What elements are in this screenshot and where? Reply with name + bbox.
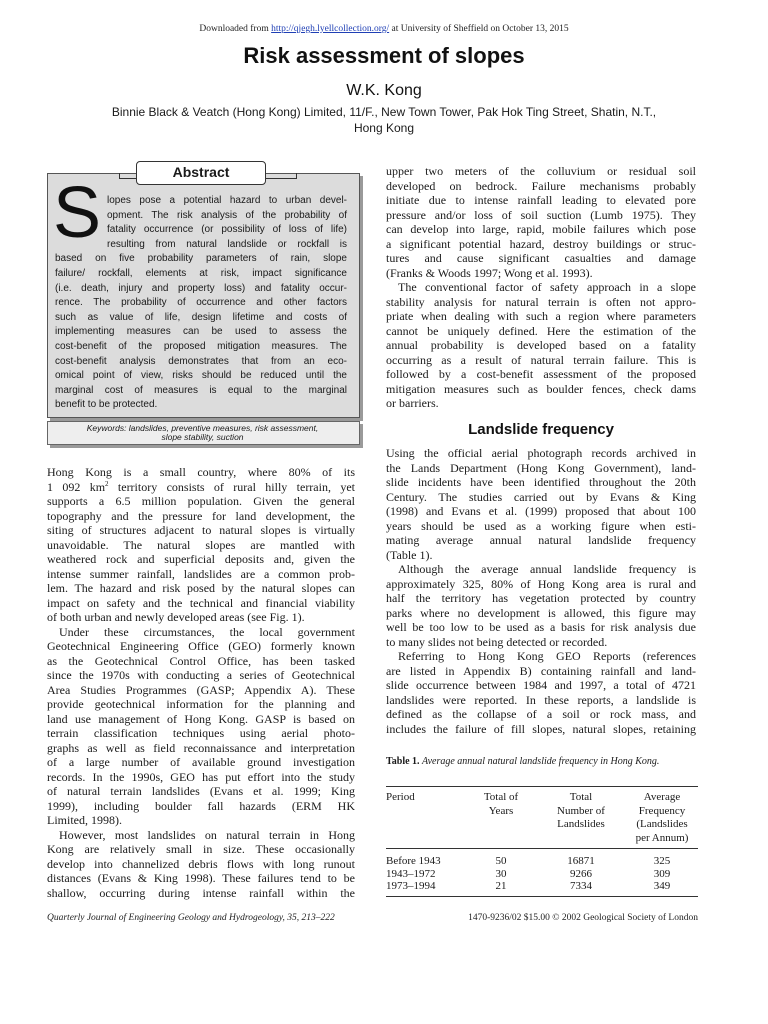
body-line: of both urban and newly developed areas (see Fig. 1).	[47, 610, 305, 624]
table-header-rule	[386, 848, 698, 849]
body-line: upper two meters of the colluvium or residual soil	[386, 164, 696, 178]
table-bottom-rule	[386, 896, 698, 897]
abstract-line: implementing measures can be used to assess the	[55, 326, 347, 338]
table-cell-average: 309	[653, 868, 671, 880]
body-line: However, most landslides on natural terrain in Hong	[59, 827, 355, 842]
body-line: tures and cause significant casualties and damage	[386, 251, 696, 265]
journal-citation: Quarterly Journal of Engineering Geology and Hydrogeology, 35, 213–222	[47, 913, 335, 923]
table-cell-period: 1973–1994	[386, 880, 436, 892]
body-line: Under these circumstances, the local government	[59, 624, 355, 639]
body-line: supports a 6.5 million population. Given the general	[47, 494, 355, 508]
download-suffix: at University of Sheffield on October 13, 2015	[391, 24, 569, 34]
abstract-line: rence. The probability of occurrence and other factors	[55, 297, 347, 309]
table-header-line: Average	[643, 791, 681, 803]
body-line: mating average annual natural landslide frequency	[386, 533, 696, 547]
body-line: terrain classification techniques using aerial photo-	[47, 726, 355, 740]
body-line: includes the failure of fill slopes, natural slopes, retaining	[386, 721, 696, 736]
body-line: Although the average annual landslide frequency is	[398, 562, 696, 576]
abstract-line: such as value of life, design lifetime and costs of	[55, 311, 347, 323]
table-header-years	[466, 791, 536, 818]
section-heading: Landslide frequency	[468, 421, 614, 438]
table-cell-period: 1943–1972	[386, 868, 436, 880]
table-header-line: Total	[569, 791, 593, 803]
abstract-dropcap: S	[53, 173, 102, 253]
body-line: land use management of Hong Kong. GASP is based on	[47, 711, 355, 726]
abstract-line: failure/ rockfall, elements at risk, impact significance	[55, 268, 347, 279]
body-line: landslides were reported. In these reports, a landslide is	[386, 692, 696, 707]
download-prefix: Downloaded from	[199, 24, 269, 34]
table-header-line: (Landslides	[636, 818, 688, 830]
abstract-line: resulting from natural landslide or rockfall is	[107, 238, 347, 250]
abstract-line: omical point of view, risks should be reduced until the	[55, 370, 347, 382]
body-line: approximately 325, 80% of Hong Kong area is rural and	[386, 576, 696, 591]
table-header-line: per Annum)	[635, 831, 689, 844]
table-cell-total: 7334	[570, 880, 592, 892]
body-line: provide geotechnical information for the planning and	[47, 697, 355, 711]
body-line: pressure and/or loss of soil suction (Lumb 1975). They	[386, 207, 696, 222]
abstract-line: cost-benefit analysis demonstrates that from an eco-	[55, 355, 347, 367]
body-line: Geotechnical Engineering Office (GEO) formerly known	[47, 639, 355, 653]
abstract-line: based on five probability parameters of rain, slope	[55, 253, 347, 265]
table-cell-total: 16871	[567, 855, 595, 867]
body-line: of natural terrain landslides (Evans et al. 1999; King	[47, 784, 355, 798]
body-line: can develop into large, rapid, mobile failures which pose	[386, 222, 696, 236]
table-cell-average: 325	[653, 855, 671, 867]
body-line: priate when dealing with such a region where parameters	[386, 309, 696, 323]
table-cell-years: 21	[495, 880, 507, 892]
body-line: defined as the collapse of a soil or rock mass, and	[386, 707, 696, 721]
body-line: (Franks & Woods 1997; Wong et al. 1993).	[386, 265, 593, 280]
body-line: Area Studies Programmes (GASP; Appendix A). These	[47, 682, 355, 697]
body-line: Referring to Hong Kong GEO Reports (references	[398, 649, 696, 663]
table-header-line: Frequency	[638, 804, 686, 817]
abstract-line: opment. The risk analysis of the probability of	[107, 209, 347, 221]
body-line: The conventional factor of safety approach in a slope	[398, 280, 696, 294]
body-line: weathered rock and superficial deposits and, given the	[47, 552, 355, 566]
abstract-line: cost-benefit of the proposed mitigation measures. The	[55, 341, 347, 352]
keywords-line: slope stability, suction	[161, 432, 244, 442]
table-cell-average: 349	[653, 880, 671, 892]
body-line: years should be used as a working figure when esti-	[386, 518, 696, 533]
body-line: records. In the 1990s, GEO has put effort into the study	[47, 769, 355, 784]
body-line: initiate due to intense rainfall leading to elevated pore	[386, 193, 696, 207]
table-cell-years: 50	[495, 855, 507, 867]
table-header-line: Total of	[483, 791, 519, 803]
abstract-line: marginal cost of measures is equal to the marginal	[55, 384, 347, 396]
table-header-line: Landslides	[557, 818, 605, 830]
table-header-average	[624, 791, 700, 845]
body-line: the Lands Department (Hong Kong Government), land-	[386, 460, 696, 475]
body-line: developed on bedrock. Failure mechanisms probably	[386, 178, 696, 193]
abstract-line: (i.e. death, injury and property loss) and fatality occur-	[55, 282, 347, 294]
abstract-line: fatality occurrence (or possibility of loss of life)	[107, 224, 347, 236]
body-line: (1998) and Evans et al. (1999) proposed that about 100	[386, 504, 696, 518]
abstract-line: benefit to be protected.	[55, 399, 158, 411]
body-line: cannot be uniquely defined. Here the estimation of the	[386, 323, 696, 338]
body-line: develop into channelized debris flows with long runout	[47, 856, 355, 871]
body-line: parks where no development is allowed, this figure may	[386, 605, 696, 620]
body-line: stability analysis for natural terrain is often not appro-	[386, 294, 696, 309]
body-line: as the Geotechnical Control Office, has been tasked	[47, 653, 355, 668]
abstract-label: Abstract	[136, 161, 266, 185]
table-caption-text: Average annual natural landslide frequency in Hong Kong.	[422, 756, 660, 767]
table-top-rule	[386, 786, 698, 787]
body-line: since the 1970s with conducting a series of Geotechnical	[47, 668, 355, 682]
body-line: a significant potential hazard, destroy buildings or struc-	[386, 236, 696, 251]
body-line: 1 092 $km^2$ territory consists of rural hilly terrain, yet	[47, 479, 355, 494]
article-author: W.K. Kong	[346, 82, 422, 99]
body-line: Using the official aerial photograph records archived in	[386, 446, 696, 460]
abstract-line: lopes pose a potential hazard to urban devel-	[107, 195, 347, 206]
download-link[interactable]: http://qjegh.lyellcollection.org/	[271, 24, 390, 34]
table-header-period: Period	[386, 791, 415, 803]
table-header-line: Years	[488, 804, 514, 817]
table-header-line: Number of	[557, 804, 605, 817]
copyright-notice: 1470-9236/02 $15.00 © 2002 Geological Society of London	[468, 913, 698, 923]
body-line: annual probability is developed based on a fatality	[386, 338, 696, 352]
body-line: (Table 1).	[386, 547, 433, 562]
body-line: siting of structures adjacent to natural slopes is virtually	[47, 523, 355, 537]
body-line: mitigation measures such as boulder fences, check dams	[386, 381, 696, 396]
body-line: well be too low to be used as a basis for risk analysis due	[386, 620, 696, 634]
body-line: intense summer rainfall, landslides are a common prob-	[47, 566, 355, 581]
body-line: Hong Kong is a small country, where 80% of its	[47, 465, 355, 479]
table-header-total	[541, 791, 621, 832]
body-line: Kong are relatively small in size. These occasionally	[47, 842, 355, 856]
body-line: are listed in Appendix B) containing rainfall and land-	[386, 663, 696, 678]
body-line: half the territory has vegetation protected by country	[386, 591, 696, 605]
body-line: lem. The hazard and risk posed by the natural slopes can	[47, 581, 355, 595]
table-cell-period: Before 1943	[386, 855, 441, 867]
article-title: Risk assessment of slopes	[243, 43, 525, 68]
body-line: unavoidable. The natural slopes are mantled with	[47, 537, 355, 552]
keywords-line: Keywords: landslides, preventive measures, risk assessment,	[86, 423, 319, 433]
body-line: slide occurrence between 1984 and 1997, a total of 4721	[386, 678, 696, 692]
body-line: graphs as well as field reconnaissance and interpretation	[47, 740, 355, 755]
author-affiliation	[60, 104, 708, 136]
body-line: shallow, occurring during intense rainfall within the	[47, 885, 355, 900]
body-line: or barriers.	[386, 396, 439, 410]
body-line: of a large number of available ground investigation	[47, 755, 355, 769]
body-line: Limited, 1998).	[47, 813, 122, 827]
body-line: followed by a cost-benefit assessment of the proposed	[386, 367, 696, 381]
download-note	[0, 24, 768, 34]
affiliation-line: Binnie Black & Veatch (Hong Kong) Limited, 11/F., New Town Tower, Pak Hok Ting Street, Shatin, N.T.,	[111, 105, 657, 119]
body-line: slide incidents have been identified throughout the 20th	[386, 475, 696, 489]
table-cell-years: 30	[495, 868, 507, 880]
affiliation-line: Hong Kong	[353, 121, 415, 135]
body-line: occurring as a result of natural terrain failure. This is	[386, 352, 696, 367]
body-line: distances (Evans & King 1998). These failures tend to be	[47, 871, 355, 885]
body-line: impact on safety and the technical and financial viability	[47, 595, 355, 610]
body-line: topography and the pressure for land development, the	[47, 508, 355, 523]
table-caption-label: Table 1.	[386, 756, 420, 767]
table-cell-total: 9266	[570, 868, 592, 880]
body-line: Century. The studies carried out by Evans & King	[386, 489, 696, 504]
table-caption	[386, 755, 698, 769]
body-line: to many slides not being detected or recorded.	[386, 634, 608, 649]
body-line: 1999), including boulder fall hazards (ERM HK	[47, 798, 355, 813]
